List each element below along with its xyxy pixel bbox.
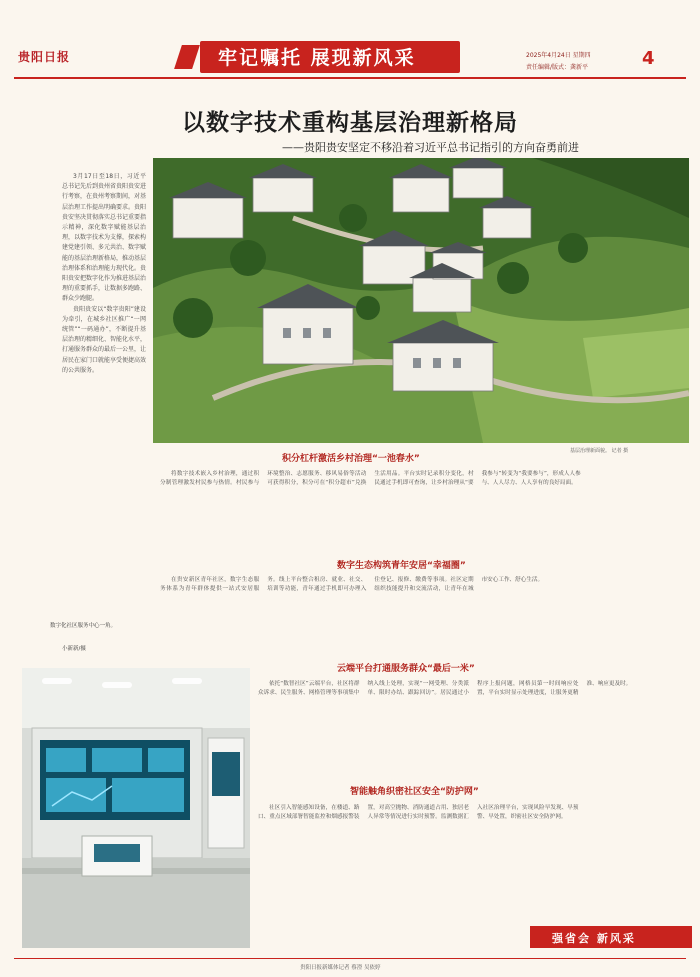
issue-date: 2025年4月24日 星期四 <box>526 52 591 59</box>
issue-editor: 责任编辑/版式：龚新平 <box>526 64 589 71</box>
section-heading-2: 数字生态构筑青年安居“幸福圈” <box>337 561 466 571</box>
paper-logo: 贵阳日报 <box>18 50 71 64</box>
section-body-1 <box>160 470 688 542</box>
main-headline: 以数字技术重构基层治理新格局 <box>182 110 518 136</box>
masthead <box>0 0 700 78</box>
sub-headline: ——贵阳贵安坚定不移沿着习近平总书记指引的方向奋勇前进 <box>282 141 579 154</box>
section-heading-3: 云端平台打通服务群众“最后一米” <box>337 664 475 674</box>
section-paragraph-3: 依托“数智社区”云端平台，社区将群众诉求、民生服务、网格管理等事项集中纳入线上处理，实现“一网受理、分类派单、限时办结、跟踪回访”。居民通过小程序上报问题，网格员第一时间响应处置，平台实时显示处理进度，让服务更精准、响应更及时。 <box>258 681 632 697</box>
photo-caption: 基层治理新面貌。 记者 摄 <box>570 448 629 454</box>
section-paragraph-2: 在贵安新区青年社区，数字生态服务体系为青年群体提供一站式安居服务。线上平台整合租房、就业、社交、培训等功能，青年通过手机即可办理入住登记、报修、缴费等事项。社区定期组织技能提升和交流活动，让青年在城市安心工作、舒心生活。 <box>160 577 544 593</box>
section-body-4 <box>258 804 688 918</box>
aerial-village-photo <box>153 158 689 443</box>
village-illustration <box>153 158 689 443</box>
motto-bar <box>530 926 692 948</box>
section-heading-4: 智能触角织密社区安全“防护网” <box>350 787 479 797</box>
small-caption: 数字化社区服务中心一角。 <box>50 623 117 629</box>
lead-paragraph-2: 贵阳贵安以“数字贵阳”建设为牵引，在城乡社区推广“一网统管”“一码通办”，不断提升基层治理的精细化、智能化水平，打通服务群众的最后一公里，让居民在家门口就能享受便捷高效的公共服务。 <box>62 305 146 374</box>
section-paragraph-4: 社区引入智能感知设备，在楼道、路口、重点区域部署智能监控和烟感报警装置，对高空抛物、消防通道占用、独居老人异常等情况进行实时预警。监测数据汇入社区治理平台，实现风险早发现、早预警、早处置，织密社区安全防护网。 <box>258 805 579 821</box>
page-number: 4 <box>642 48 655 69</box>
section-title: 牢记嘱托 展现新风采 <box>218 47 416 69</box>
service-center-illustration <box>22 668 250 948</box>
section-paragraph-1: 将数字技术嵌入乡村治理，通过积分制管理激发村民参与热情。村民参与环境整治、志愿服务、移风易俗等活动可获得积分，积分可在“积分超市”兑换生活用品。平台实时记录积分变化，村民通过手机即可查询，让乡村治理从“要我参与”转变为“我要参与”，形成人人参与、人人尽力、人人享有的良好局面。 <box>160 471 581 487</box>
motto-text: 强省会 新风采 <box>552 932 636 945</box>
footer-rule <box>14 958 686 959</box>
masthead-rule <box>14 77 686 79</box>
section-body-3 <box>258 680 688 768</box>
section-banner <box>200 41 460 73</box>
lead-paragraph: 3月17日至18日，习近平总书记先后到贵州省贵阳贵安进行考察，在贵州考察期间，对基层治理工作提出明确要求。贵阳贵安坚决贯彻落实总书记重要指示精神，深化数字赋能基层治理，以数字技术为支撑，探索构建党建引领、多元共治、数字赋能的基层治理新格局，推动基层治理体系和治理能力现代化。贵阳贵安把数字化作为推进基层治理的重要抓手，让数据多跑路、群众少跑腿。 <box>62 173 146 303</box>
section-body-2 <box>160 576 688 648</box>
section-heading-1: 积分杠杆激活乡村治理“一池春水” <box>282 454 420 464</box>
lead-column <box>62 172 146 602</box>
footer-credit: 贵阳日报新媒体记者 蔡澄 吴依婷 <box>300 965 381 971</box>
small-credit: 小新新/摄 <box>62 646 86 652</box>
interior-photo <box>22 668 250 948</box>
